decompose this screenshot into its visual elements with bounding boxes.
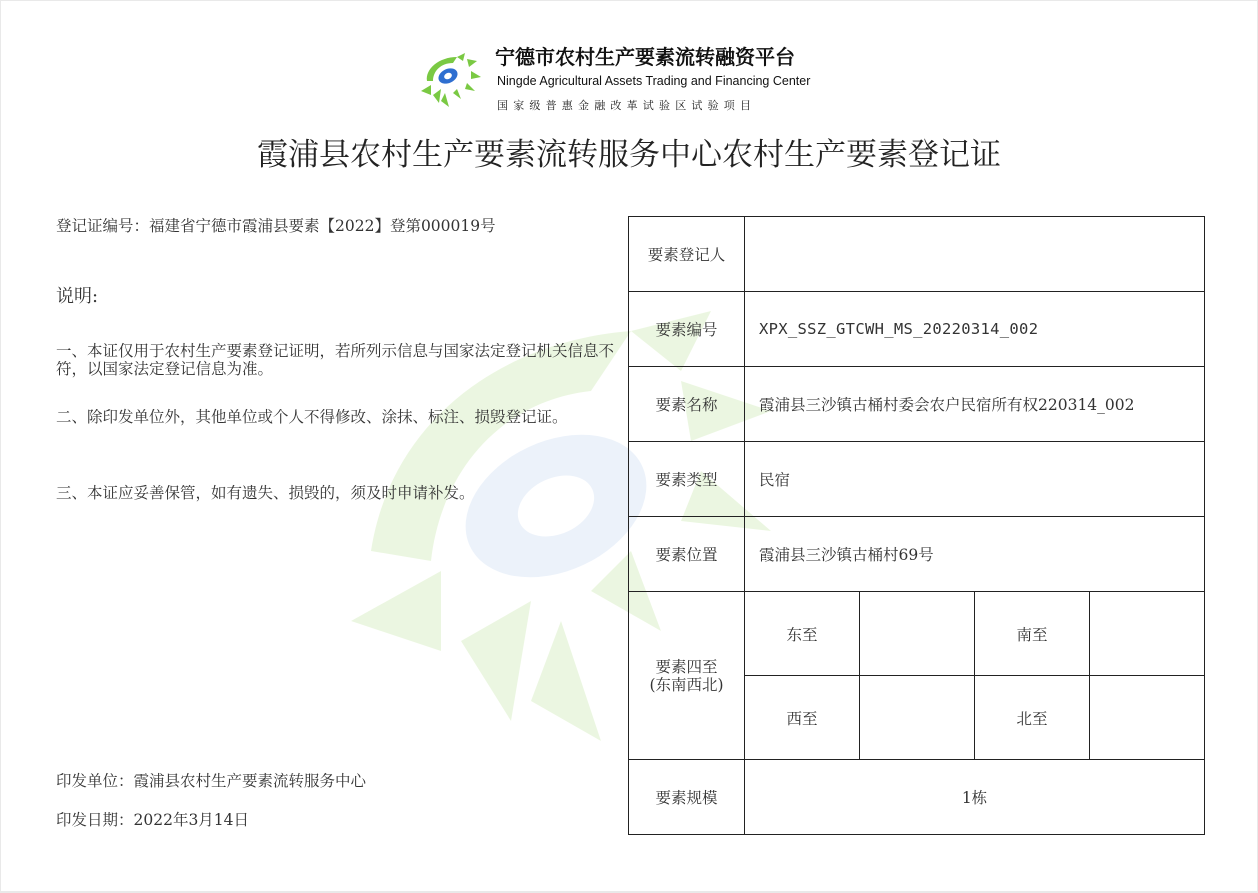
note-item-1: 一、本证仅用于农村生产要素登记证明，若所列示信息与国家法定登记机关信息不符，以国家法定登记信息为准。 (56, 342, 615, 378)
south-label: 南至 (975, 592, 1090, 676)
platform-name-en: Ningde Agricultural Assets Trading and Financing Center (497, 74, 811, 88)
type-label: 要素类型 (629, 442, 745, 517)
location-label: 要素位置 (629, 517, 745, 592)
north-value (1090, 676, 1205, 760)
platform-logo-icon (417, 51, 483, 107)
code-value: XPX_SSZ_GTCWH_MS_20220314_002 (745, 292, 1205, 367)
boundary-label (629, 592, 745, 760)
type-value: 民宿 (745, 442, 1205, 517)
west-value (860, 676, 975, 760)
certificate-title: 霞浦县农村生产要素流转服务中心农村生产要素登记证 (257, 137, 1001, 173)
code-label: 要素编号 (629, 292, 745, 367)
issuing-unit: 印发单位：霞浦县农村生产要素流转服务中心 (56, 772, 367, 790)
table-row (629, 292, 1205, 367)
name-value: 霞浦县三沙镇古桶村委会农户民宿所有权220314_002 (745, 367, 1205, 442)
table-row (629, 442, 1205, 517)
table-row (629, 760, 1205, 835)
table-row (629, 517, 1205, 592)
note-item-3: 三、本证应妥善保管，如有遗失、损毁的，须及时申请补发。 (56, 484, 475, 502)
east-value (860, 592, 975, 676)
registrant-label: 要素登记人 (629, 217, 745, 292)
platform-subtitle: 国家级普惠金融改革试验区试验项目 (497, 99, 757, 112)
certificate-page (1, 1, 1257, 891)
platform-name-cn: 宁德市农村生产要素流转融资平台 (495, 45, 795, 69)
registrant-value (745, 217, 1205, 292)
boundary-label-line-1: 要素四至 (655, 657, 718, 676)
certificate-number: 登记证编号：福建省宁德市霞浦县要素【2022】登第000019号 (56, 217, 496, 235)
scale-value: 1栋 (745, 760, 1205, 835)
north-label: 北至 (975, 676, 1090, 760)
name-label: 要素名称 (629, 367, 745, 442)
location-value: 霞浦县三沙镇古桶村69号 (745, 517, 1205, 592)
notes-heading: 说明: (56, 286, 99, 307)
table-row (629, 592, 1205, 676)
table-row (629, 217, 1205, 292)
issue-date: 印发日期：2022年3月14日 (56, 811, 250, 829)
west-label: 西至 (745, 676, 860, 760)
table-row (629, 367, 1205, 442)
boundary-label-line-2: (东南西北) (649, 675, 724, 694)
registration-table (628, 216, 1205, 835)
south-value (1090, 592, 1205, 676)
east-label: 东至 (745, 592, 860, 676)
scale-label: 要素规模 (629, 760, 745, 835)
note-item-2: 二、除印发单位外，其他单位或个人不得修改、涂抹、标注、损毁登记证。 (56, 408, 568, 426)
